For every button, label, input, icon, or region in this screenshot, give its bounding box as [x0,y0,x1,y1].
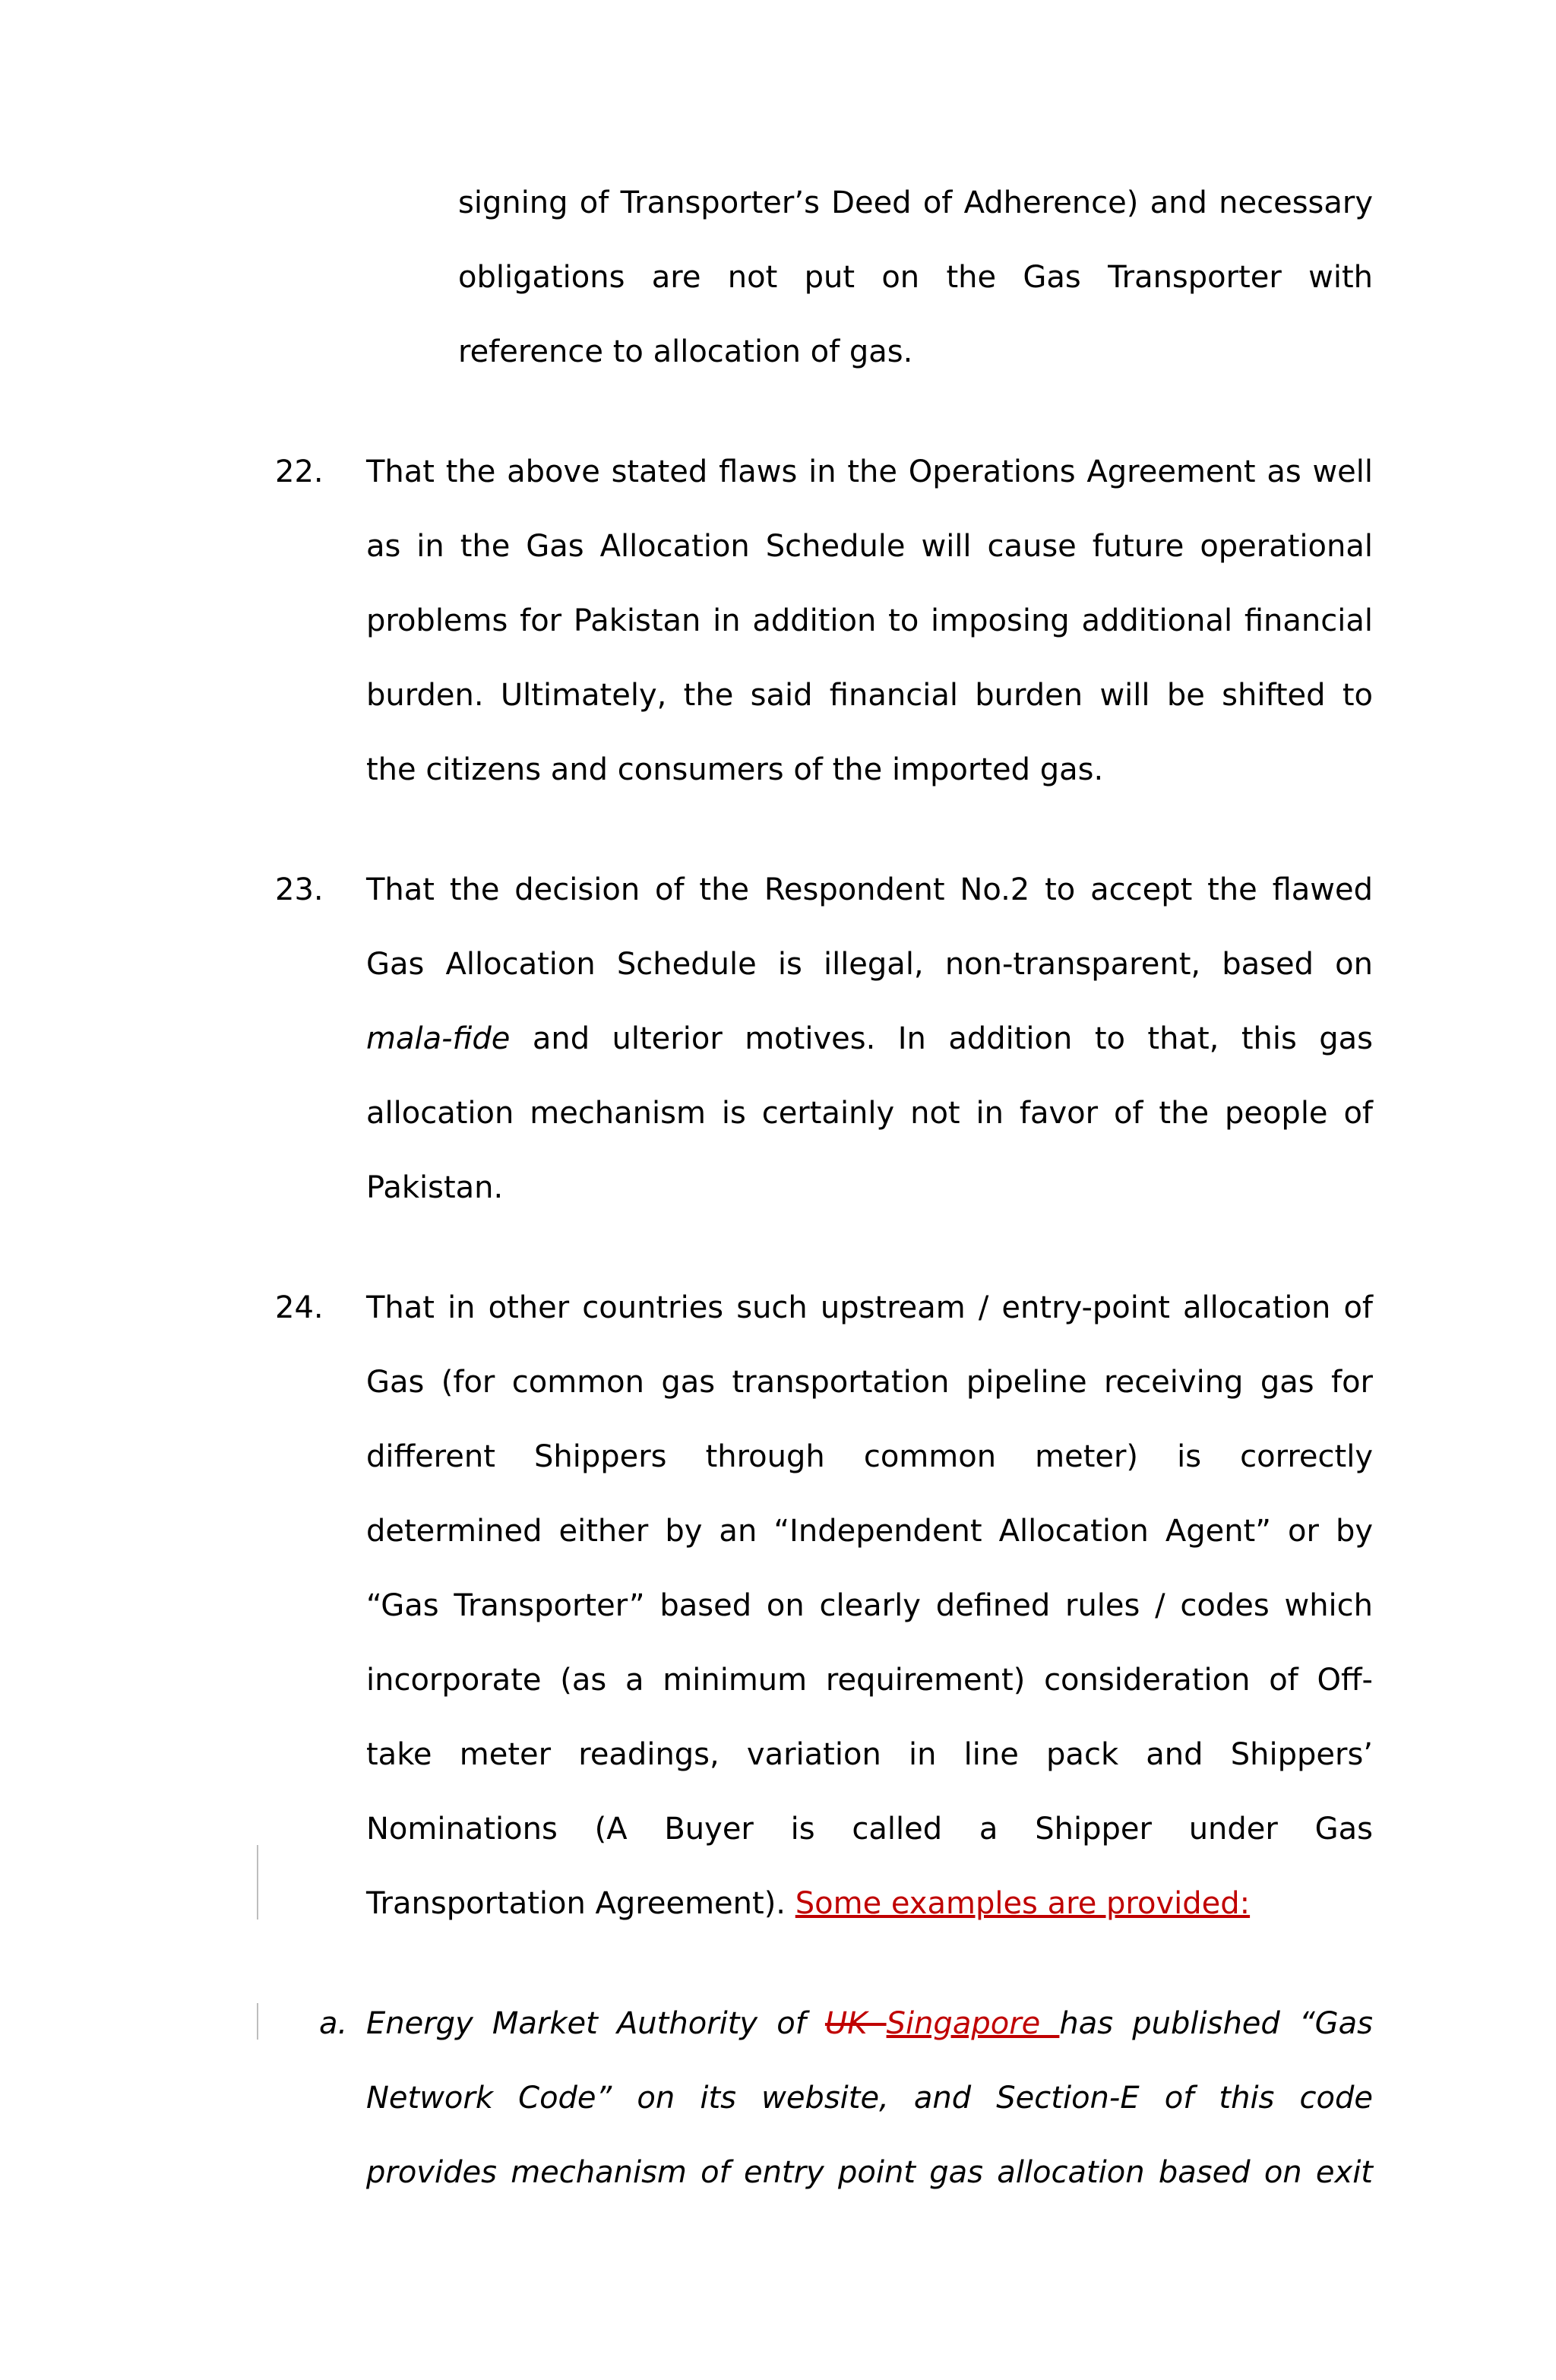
item-a-line-1 [366,2005,1373,2043]
para24-line-4: determined either by an “Independent Allocation Agent” or by [366,1514,1373,1549]
continuation-line-2: obligations are not put on the Gas Transporter with [458,260,1373,295]
para23-line-5: Pakistan. [366,1170,504,1205]
para22-line-1: That the above stated flaws in the Operations Agreement as well [366,454,1373,489]
item-a-line-3: provides mechanism of entry point gas allocation based on exit [366,2155,1373,2190]
inserted-text: Singapore [886,2006,1060,2041]
revision-change-bar [257,1845,258,1920]
para22-line-3: problems for Pakistan in addition to imposing additional financial [366,603,1373,638]
para24-line-2: Gas (for common gas transportation pipeline receiving gas for [366,1365,1373,1400]
inserted-text: Some examples are provided: [795,1886,1251,1921]
continuation-line-3: reference to allocation of gas. [458,334,913,369]
list-letter-a: a. [319,2006,348,2041]
revision-change-bar [257,2003,258,2040]
para23-line-3-rest: and ulterior motives. In addition to that, this gas [510,1021,1373,1056]
paragraph-number-22: 22. [275,454,324,489]
para24-line-6: incorporate (as a minimum requirement) consideration of Off- [366,1663,1373,1698]
para23-line-4: allocation mechanism is certainly not in favor of the people of [366,1096,1373,1131]
para24-line-1: That in other countries such upstream / entry-point allocation of [366,1290,1373,1325]
paragraph-number-24: 24. [275,1290,324,1325]
para23-line-2: Gas Allocation Schedule is illegal, non-transparent, based on [366,947,1373,982]
para24-line-5: “Gas Transporter” based on clearly defined rules / codes which [366,1588,1373,1623]
item-a-line-1-end: has published “Gas [1059,2006,1374,2041]
para22-line-5: the citizens and consumers of the imported gas. [366,752,1104,787]
paragraph-number-23: 23. [275,872,324,907]
item-a-line-1-start: Energy Market Authority of [366,2006,825,2041]
para22-line-4: burden. Ultimately, the said financial burden will be shifted to [366,678,1373,713]
deleted-text: UK [824,2006,887,2041]
para22-line-2: as in the Gas Allocation Schedule will cause future operational [366,529,1373,564]
italic-term-mala-fide: mala-fide [366,1021,511,1056]
para24-line-9 [366,1885,1250,1923]
para23-line-1: That the decision of the Respondent No.2 to accept the flawed [366,872,1373,907]
para24-line-7: take meter readings, variation in line pack and Shippers’ [366,1737,1373,1772]
para24-line-9-text: Transportation Agreement). [366,1886,795,1921]
para24-line-3: different Shippers through common meter) is correctly [366,1439,1373,1474]
para24-line-8: Nominations (A Buyer is called a Shipper under Gas [366,1812,1373,1847]
continuation-line-1: signing of Transporter’s Deed of Adherence) and necessary [458,185,1373,220]
para23-line-3 [366,1020,1373,1058]
item-a-line-2: Network Code” on its website, and Section-E of this code [366,2081,1373,2116]
